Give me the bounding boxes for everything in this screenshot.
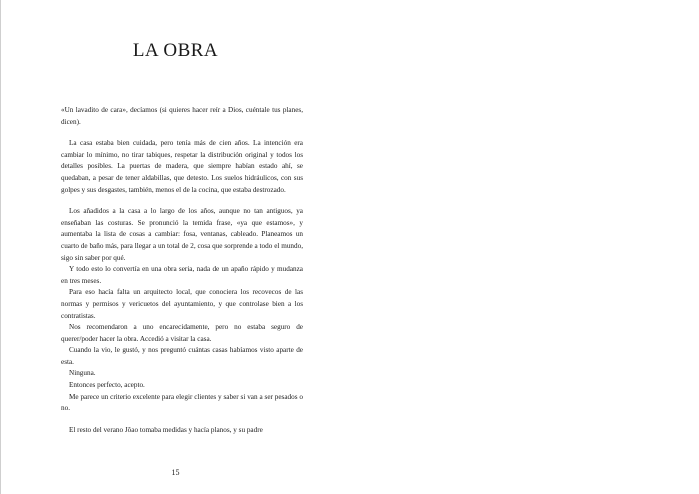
right-page	[349, 0, 699, 494]
chapter-title: LA OBRA	[132, 40, 219, 61]
paragraph: Y todo esto lo convertía en una obra seria, nada de un apaño rápido y mudanza en tres meses.	[61, 265, 303, 285]
paragraph: Para eso hacía falta un arquitecto local, que conociera los recovecos de las normas y permisos y vericuetos del ayuntamiento, y que controlase bien a los contratistas.	[61, 288, 303, 320]
page-number: 15	[171, 468, 180, 477]
body-text	[61, 105, 303, 436]
paragraph-gap	[61, 196, 303, 206]
paragraph: Los añadidos a la casa a lo largo de los años, aunque no tan antiguos, ya enseñaban las costuras. Se pronunció la temida frase, «ya que estamos», y aumentaba la lista de cosas a cambiar: fosa, ventanas, cableado. Planeamos un cuarto de baño más, para llegar a un total de 2, cosa que sorprende a todo el mundo, sigo sin saber por qué.	[61, 207, 303, 262]
paragraph-gap	[61, 415, 303, 425]
paragraph: Cuando la vio, le gustó, y nos preguntó cuántas casas habíamos visto aparte de esta.	[61, 346, 303, 366]
paragraph: «Un lavadito de cara», decíamos (si quieres hacer reír a Dios, cuéntale tus planes, dicen).	[61, 106, 303, 126]
paragraph: Entonces perfecto, acepto.	[69, 381, 145, 390]
paragraph: Me parece un criterio excelente para elegir clientes y saber si van a ser pesados o no.	[61, 392, 303, 413]
paragraph: La casa estaba bien cuidada, pero tenía más de cien años. La intención era cambiar lo mínimo, no tirar tabiques, respetar la distribución original y todos los detalles posibles. La puertas de madera, que siempre habían estado ahí, se quedaban, a pesar de tener aldabillas, que detesto. Los suelos hidráulicos, con sus golpes y sus desgastes, también, menos el de la cocina, que estaba destrozado.	[61, 139, 303, 194]
left-page	[0, 0, 349, 494]
paragraph: Ninguna.	[69, 369, 96, 378]
paragraph-gap	[61, 128, 303, 138]
paragraph: Nos recomendaron a uno encarecidamente, pero no estaba seguro de querer/poder hacer la obra. Accedió a visitar la casa.	[61, 323, 303, 343]
paragraph: El resto del verano Jõao tomaba medidas y hacía planos, y su padre	[69, 425, 263, 434]
